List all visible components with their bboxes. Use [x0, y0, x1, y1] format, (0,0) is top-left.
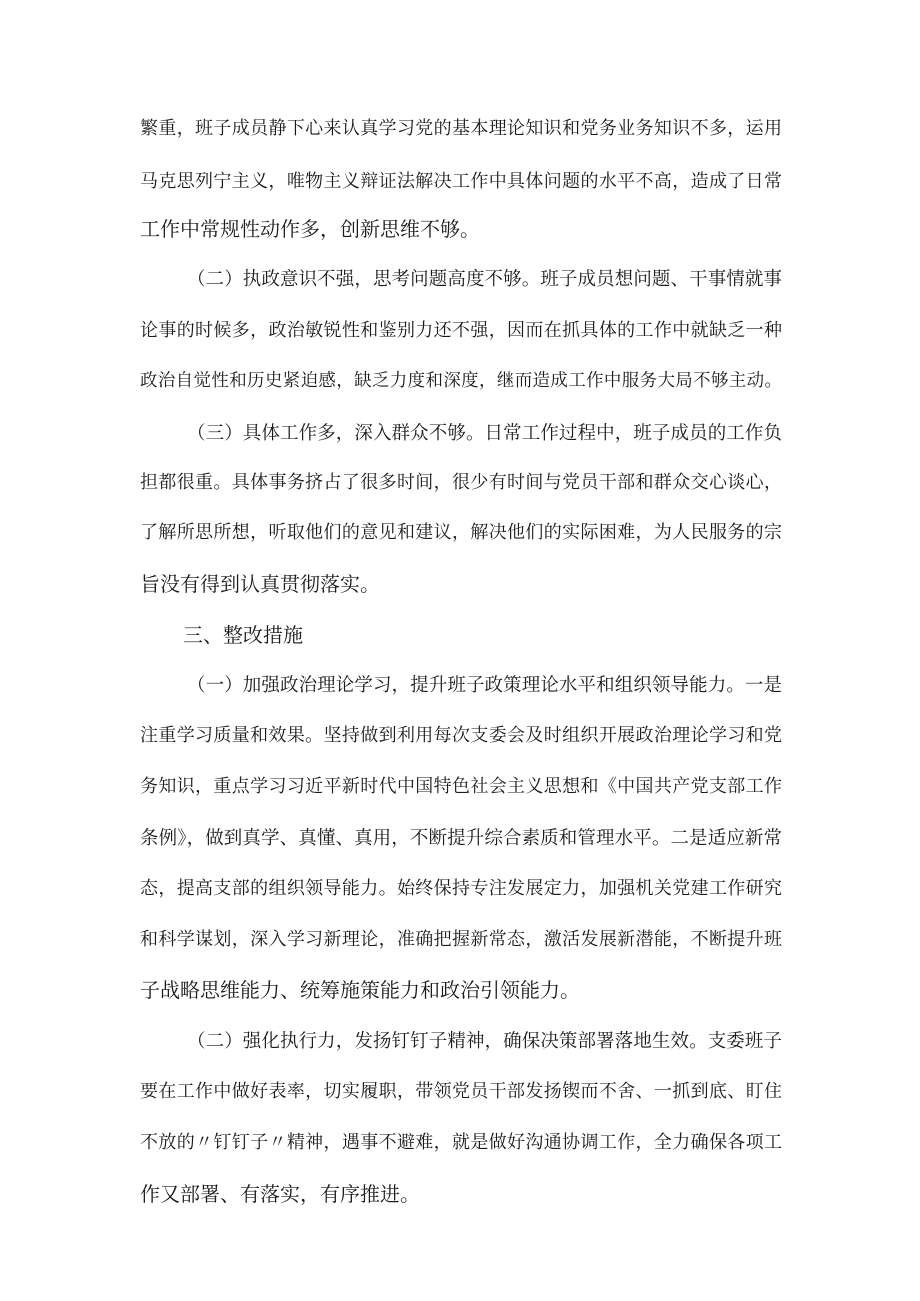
text-line: 繁重，班子成员静下心来认真学习党的基本理论知识和党务业务知识不多，运用 [140, 118, 782, 139]
text-line: 工作中常规性动作多，创新思维不够。 [140, 217, 480, 241]
text-line: 不放的〃钉钉子〃精神，遇事不避难，就是做好沟通协调工作，全力确保各项工 [140, 1132, 782, 1153]
text-line: 作又部署、有落实，有序推进。 [140, 1182, 420, 1206]
text-line: 了解所思所想，听取他们的意见和建议，解决他们的实际困难，为人民服务的宗 [140, 522, 782, 543]
paragraph-line: （一）加强政治理论学习，提升班子政策理论水平和组织领导能力。一是 [187, 675, 782, 696]
text-line: 马克思列宁主义，唯物主义辩证法解决工作中具体问题的水平不高，造成了日常 [140, 171, 782, 192]
paragraph-line: （二）强化执行力，发扬钉钉子精神，确保决策部署落地生效。支委班子 [187, 1031, 782, 1052]
text-line: 注重学习质量和效果。坚持做到利用每次支委会及时组织开展政治理论学习和党 [140, 725, 782, 746]
text-line: 和科学谋划，深入学习新理论，准确把握新常态，激活发展新潜能，不断提升班 [140, 929, 782, 950]
paragraph-line: （二）执政意识不强，思考问题高度不够。班子成员想问题、干事情就事 [187, 269, 782, 290]
text-line: 政治自觉性和历史紧迫感，缺乏力度和深度，继而造成工作中服务大局不够主动。 [140, 371, 782, 391]
text-line: 子战略思维能力、统筹施策能力和政治引领能力。 [140, 978, 580, 1002]
text-line: 要在工作中做好表率，切实履职，带领党员干部发扬锲而不舍、一抓到底、盯住 [140, 1081, 782, 1102]
text-line: 担都很重。具体事务挤占了很多时间，很少有时间与党员干部和群众交心谈心， [140, 472, 782, 493]
text-line: 论事的时候多，政治敏锐性和鉴别力还不强，因而在抓具体的工作中就缺乏一种 [140, 320, 782, 341]
section-heading: 三、整改措施 [183, 623, 303, 647]
text-line: 务知识，重点学习习近平新时代中国特色社会主义思想和《中国共产党支部工作 [140, 776, 782, 797]
text-line: 态，提高支部的组织领导能力。始终保持专注发展定力，加强机关党建工作研究 [140, 878, 782, 899]
text-line: 条例》，做到真学、真懂、真用，不断提升综合素质和管理水平。二是适应新常 [140, 828, 782, 849]
paragraph-line: （三）具体工作多，深入群众不够。日常工作过程中，班子成员的工作负 [187, 423, 782, 444]
text-line: 旨没有得到认真贯彻落实。 [140, 572, 380, 596]
